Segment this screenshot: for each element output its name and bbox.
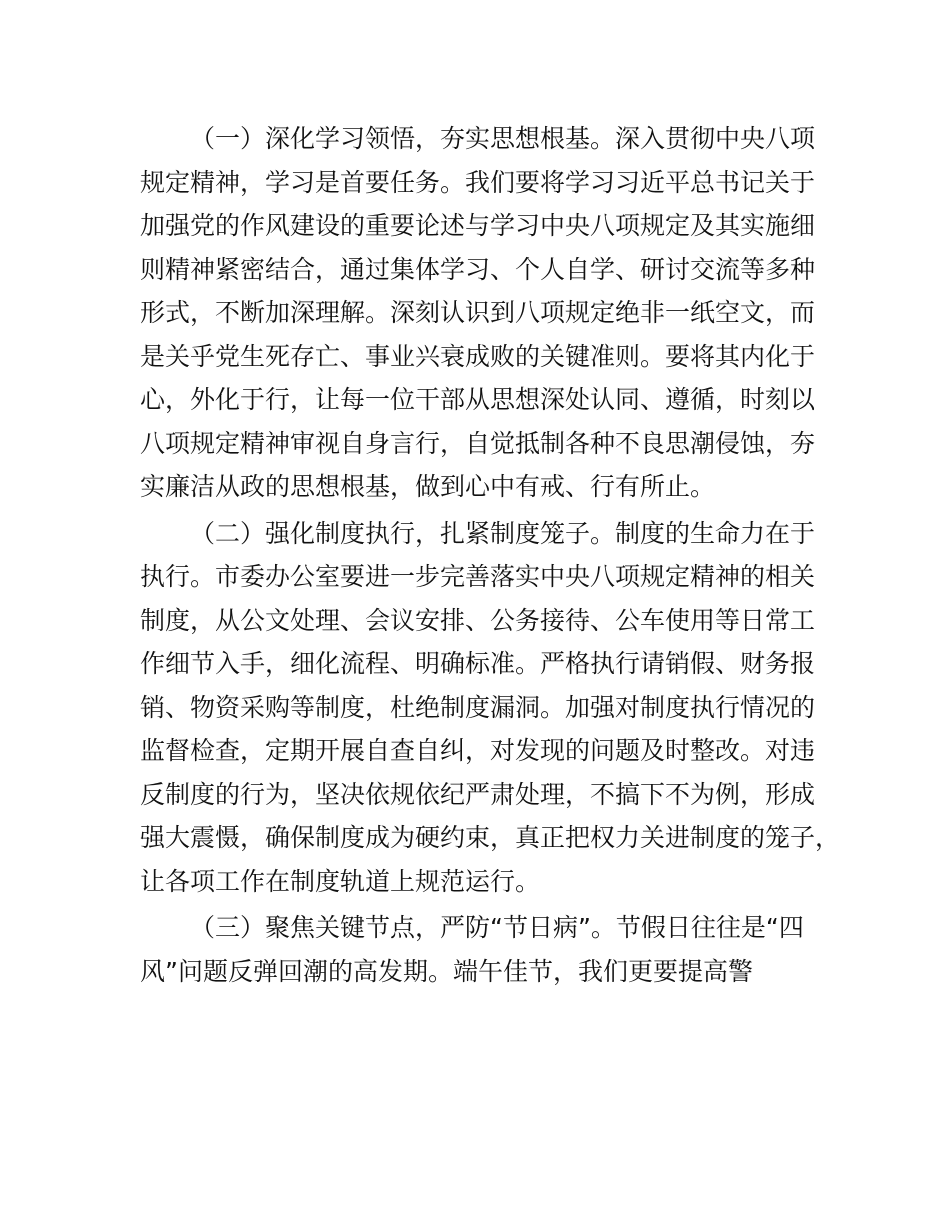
paragraph-line: 规定精神，学习是首要任务。我们要将学习习近平总书记关于: [140, 167, 816, 197]
paragraph-3: [140, 906, 840, 993]
paragraph-line: （三）聚焦关键节点，严防“节日病”。节假日往往是“四: [190, 913, 804, 942]
paragraph-line: （一）深化学习领悟，夯实思想根基。深入贯彻中央八项: [190, 124, 816, 153]
paragraph-line: 实廉洁从政的思想根基，做到心中有戒、行有所止。: [140, 472, 716, 501]
paragraph-line: 制度，从公文处理、会议安排、公务接待、公车使用等日常工: [140, 605, 816, 635]
paragraph-line: 是关乎党生死存亡、事业兴衰成败的关键准则。要将其内化于: [140, 341, 816, 371]
paragraph-1: [140, 117, 840, 509]
paragraph-line: 八项规定精神审视自身言行，自觉抵制各种不良思潮侵蚀，夯: [140, 428, 816, 458]
paragraph-line: 风”问题反弹回潮的高发期。端午佳节，我们更要提高警: [140, 956, 753, 986]
paragraph-line: 形式，不断加深理解。深刻认识到八项规定绝非一纸空文，而: [140, 298, 816, 327]
paragraph-line: 心，外化于行，让每一位干部从思想深处认同、遵循，时刻以: [140, 385, 816, 414]
paragraph-line: 作细节入手，细化流程、明确标准。严格执行请销假、财务报: [140, 649, 816, 678]
paragraph-line: （二）强化制度执行，扎紧制度笼子。制度的生命力在于: [190, 518, 816, 548]
paragraph-line: 加强党的作风建设的重要论述与学习中央八项规定及其实施细: [140, 211, 816, 240]
document-body: [140, 117, 840, 993]
paragraph-2: [140, 512, 840, 904]
paragraph-line: 则精神紧密结合，通过集体学习、个人自学、研讨交流等多种: [140, 254, 816, 284]
paragraph-line: 强大震慑，确保制度成为硬约束，真正把权力关进制度的笼子，: [140, 823, 841, 852]
paragraph-line: 销、物资采购等制度，杜绝制度漏洞。加强对制度执行情况的: [140, 692, 816, 722]
paragraph-line: 让各项工作在制度轨道上规范运行。: [140, 866, 541, 896]
paragraph-line: 执行。市委办公室要进一步完善落实中央八项规定精神的相关: [140, 562, 816, 591]
paragraph-line: 反制度的行为，坚决依规依纪严肃处理，不搞下不为例，形成: [140, 779, 816, 809]
paragraph-line: 监督检查，定期开展自查自纠，对发现的问题及时整改。对违: [140, 736, 816, 765]
